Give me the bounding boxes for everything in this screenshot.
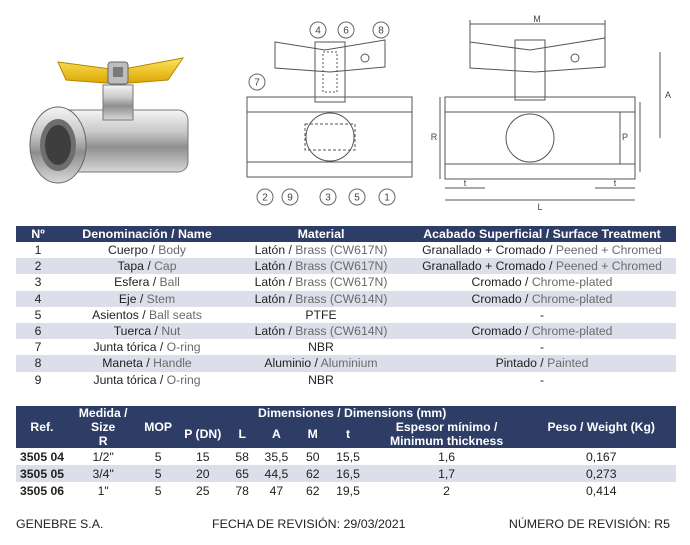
cell-a: 44,5 [257, 465, 296, 482]
cell-number-n: 4 [34, 291, 42, 306]
cell-number [16, 339, 60, 355]
cell-finish-fin-es: - [539, 372, 545, 387]
cell-finish: Granallado + Cromado / Peened + Chromed [422, 243, 662, 258]
cell-number-n: 7 [34, 340, 42, 355]
cell-finish-fin-es: Cromado [471, 275, 522, 290]
col-mop: MOP [138, 406, 177, 448]
cell-name-name-en: Body [158, 243, 186, 258]
callout-6: 6 [343, 25, 349, 37]
cell-name-name-en: Cap [154, 259, 177, 274]
cell-material-mat-es: NBR [308, 372, 334, 387]
cell-name-name-es: Junta tórica [93, 372, 157, 387]
cell-weight: 0,167 [585, 449, 617, 464]
cell-weight: 0,414 [585, 483, 617, 498]
cell-finish: Cromado / Chrome-plated [408, 323, 676, 339]
col-a: A [257, 420, 296, 448]
cell-name-name-es: Tapa [117, 259, 144, 274]
cell-material [234, 372, 408, 388]
cell-name: Maneta / Handle [60, 355, 234, 371]
material-row [16, 258, 676, 274]
cell-number-n: 8 [34, 356, 42, 371]
cell-material-mat-es: NBR [308, 340, 334, 355]
col-thickness: Espesor mínimo / Minimum thickness [367, 420, 527, 448]
footer-revision-date: FECHA DE REVISIÓN: 29/03/2021 [212, 517, 406, 531]
cell-name-name-en: Stem [146, 291, 176, 306]
dimension-drawing [425, 12, 690, 212]
material-row [16, 339, 676, 355]
cell-finish-fin-es: Granallado + Cromado [422, 259, 546, 274]
cell-name-name-en: Handle [153, 356, 192, 371]
cell-number-n: 6 [34, 324, 42, 339]
cell-name: Eje / Stem [60, 291, 234, 307]
dim-letter-l: L [537, 202, 543, 212]
cell-finish: Granallado + Cromado / Peened + Chromed [408, 258, 676, 274]
cell-finish-fin-en: Painted [547, 356, 589, 371]
dimensions-header-row [16, 406, 676, 420]
cell-material-mat-en: Brass (CW617N) [295, 275, 388, 290]
cell-material-mat-es: Latón [254, 291, 286, 306]
dimensions-table [16, 406, 676, 499]
dimension-row [16, 482, 676, 499]
cell-number-n: 2 [34, 259, 42, 274]
callout-8: 8 [378, 25, 384, 37]
cell-material-mat-es: Aluminio [264, 356, 312, 371]
cell-name: Junta tórica / O-ring [93, 372, 201, 387]
cell-name-name-es: Asientos [92, 307, 139, 322]
cell-ref: 3505 06 [20, 483, 65, 498]
cell-finish: Cromado / Chrome-plated [408, 291, 676, 307]
cell-finish-fin-es: - [539, 340, 545, 355]
cell-name-name-es: Tuerca [113, 324, 152, 339]
dim-letter-t-right: t [613, 178, 617, 188]
footer-revision-number: NÚMERO DE REVISIÓN: R5 [508, 517, 670, 531]
cross-section-drawing [235, 12, 425, 212]
cell-material [234, 307, 408, 323]
cell-material: Latón / Brass (CW617N) [254, 275, 388, 290]
cell-size: 1" [97, 483, 109, 498]
col-p: P (DN) [178, 420, 228, 448]
cell-number [16, 372, 60, 388]
col-size: Medida / Size R [68, 406, 139, 448]
cell-number-n: 5 [34, 307, 42, 322]
cell-m: 50 [305, 449, 320, 464]
cell-name-name-en: O-ring [166, 372, 201, 387]
dim-letter-p: P [621, 132, 629, 142]
cell-material-mat-en: Aluminium [320, 356, 378, 371]
dimension-row [16, 465, 676, 482]
dim-letter-t-left: t [463, 178, 467, 188]
col-name: Denominación / Name [60, 226, 234, 242]
callout-1: 1 [384, 192, 390, 204]
col-m: M [296, 420, 329, 448]
col-material: Material [234, 226, 408, 242]
callout-9: 9 [287, 192, 293, 204]
cell-material: Aluminio / Aluminium [234, 355, 408, 371]
cell-finish [408, 372, 676, 388]
col-ref: Ref. [16, 406, 68, 448]
cell-name: Asientos / Ball seats [92, 307, 202, 322]
callout-4: 4 [315, 25, 321, 37]
materials-table [16, 226, 676, 388]
cell-thick: 1,7 [367, 465, 527, 482]
material-row [16, 372, 676, 388]
cell-size: 3/4" [68, 465, 139, 482]
cell-material: Latón / Brass (CW617N) [234, 258, 408, 274]
cell-name: Esfera / Ball [114, 275, 180, 290]
product-figures [0, 0, 690, 222]
cell-material: Latón / Brass (CW614N) [234, 291, 408, 307]
cell-name-name-es: Esfera [114, 275, 150, 290]
cell-name-name-es: Eje [118, 291, 137, 306]
cell-thick: 1,6 [438, 449, 456, 464]
cell-number [16, 355, 60, 371]
dimensions-group-header: Dimensiones / Dimensions (mm) [178, 406, 527, 420]
col-surface-treatment: Acabado Superficial / Surface Treatment [408, 226, 676, 242]
material-row [16, 291, 676, 307]
cell-name-name-en: Ball [159, 275, 180, 290]
cell-finish-fin-es: - [539, 307, 545, 322]
materials-header-row [16, 226, 676, 242]
callout-3: 3 [325, 192, 331, 204]
col-weight: Peso / Weight (Kg) [526, 406, 676, 448]
cell-material-mat-es: Latón [254, 324, 286, 339]
cell-number [16, 323, 60, 339]
cell-t: 16,5 [329, 465, 366, 482]
cell-finish-fin-en: Chrome-plated [531, 291, 613, 306]
cell-material-mat-es: Latón [254, 275, 286, 290]
footer-company: GENEBRE S.A. [16, 517, 104, 531]
cell-material-mat-en: Brass (CW614N) [295, 324, 388, 339]
cell-material: Latón / Brass (CW614N) [234, 323, 408, 339]
cell-name-name-es: Junta tórica [93, 340, 157, 355]
cell-t: 19,5 [336, 483, 360, 498]
col-l: L [228, 420, 257, 448]
cell-number [16, 258, 60, 274]
dim-letter-r: R [430, 132, 438, 142]
cell-weight: 0,273 [526, 465, 676, 482]
material-row [16, 355, 676, 371]
cell-size: 1/2" [92, 449, 114, 464]
cell-finish-fin-es: Cromado [471, 291, 522, 306]
cell-material-mat-en: Brass (CW614N) [295, 291, 388, 306]
dim-letter-a: A [664, 90, 672, 100]
cell-number [16, 307, 60, 323]
cell-number-n: 9 [34, 372, 42, 387]
cell-p: 20 [178, 465, 228, 482]
cell-name: Cuerpo / Body [108, 243, 186, 258]
cell-name-name-es: Cuerpo [108, 243, 149, 258]
cell-mop: 5 [138, 465, 177, 482]
cell-l: 65 [228, 465, 257, 482]
cell-number-n: 3 [34, 275, 42, 290]
cell-finish-fin-en: Chrome-plated [531, 324, 613, 339]
cell-name-name-es: Maneta [102, 356, 143, 371]
valve-photo [18, 40, 208, 200]
cell-finish-fin-es: Pintado [495, 356, 537, 371]
cell-l: 78 [235, 483, 249, 498]
cell-finish-fin-en: Chrome-plated [531, 275, 613, 290]
cell-finish-fin-es: Granallado + Cromado [422, 243, 546, 258]
cell-p: 15 [195, 449, 210, 464]
dim-letter-m: M [533, 14, 541, 24]
cell-name-name-en: Nut [161, 324, 181, 339]
cell-material-mat-en: Brass (CW617N) [295, 243, 388, 258]
cell-finish: Pintado / Painted [408, 355, 676, 371]
cell-material [234, 339, 408, 355]
cell-a: 47 [269, 483, 284, 498]
callout-7: 7 [254, 77, 260, 89]
material-row [16, 242, 676, 258]
material-row [16, 274, 676, 290]
cell-name: Tapa / Cap [60, 258, 234, 274]
cell-thick: 2 [443, 483, 450, 498]
cell-p: 25 [195, 483, 210, 498]
material-row [16, 307, 676, 323]
cell-name: Junta tórica / O-ring [93, 340, 201, 355]
cell-l: 58 [235, 449, 249, 464]
cell-finish [408, 307, 676, 323]
dimension-row [16, 448, 676, 465]
callout-2: 2 [262, 192, 268, 204]
cell-number [16, 242, 60, 258]
cell-mop: 5 [154, 483, 162, 498]
cell-m: 62 [305, 483, 320, 498]
cell-material-mat-es: PTFE [305, 307, 337, 322]
material-row [16, 323, 676, 339]
cell-finish: Cromado / Chrome-plated [471, 275, 613, 290]
cell-finish-fin-es: Cromado [471, 324, 522, 339]
cell-m: 62 [296, 465, 329, 482]
cell-finish-fin-en: Peened + Chromed [555, 259, 662, 274]
cell-ref: 3505 05 [16, 465, 68, 482]
cell-name: Tuerca / Nut [60, 323, 234, 339]
cell-material-mat-es: Latón [254, 259, 286, 274]
col-number: Nº [16, 226, 60, 242]
cell-t: 15,5 [336, 449, 360, 464]
cell-name-name-en: O-ring [166, 340, 201, 355]
cell-finish [408, 339, 676, 355]
callout-5: 5 [354, 192, 360, 204]
cell-number [16, 274, 60, 290]
cell-ref: 3505 04 [20, 449, 65, 464]
cell-mop: 5 [154, 449, 162, 464]
cell-material-mat-en: Brass (CW617N) [295, 259, 388, 274]
cell-name-name-en: Ball seats [149, 307, 202, 322]
cell-number [16, 291, 60, 307]
cell-material: Latón / Brass (CW617N) [254, 243, 388, 258]
cell-a: 35,5 [264, 449, 289, 464]
cell-material-mat-es: Latón [254, 243, 286, 258]
cell-finish-fin-en: Peened + Chromed [555, 243, 662, 258]
cell-number-n: 1 [34, 243, 42, 258]
col-t: t [329, 420, 366, 448]
